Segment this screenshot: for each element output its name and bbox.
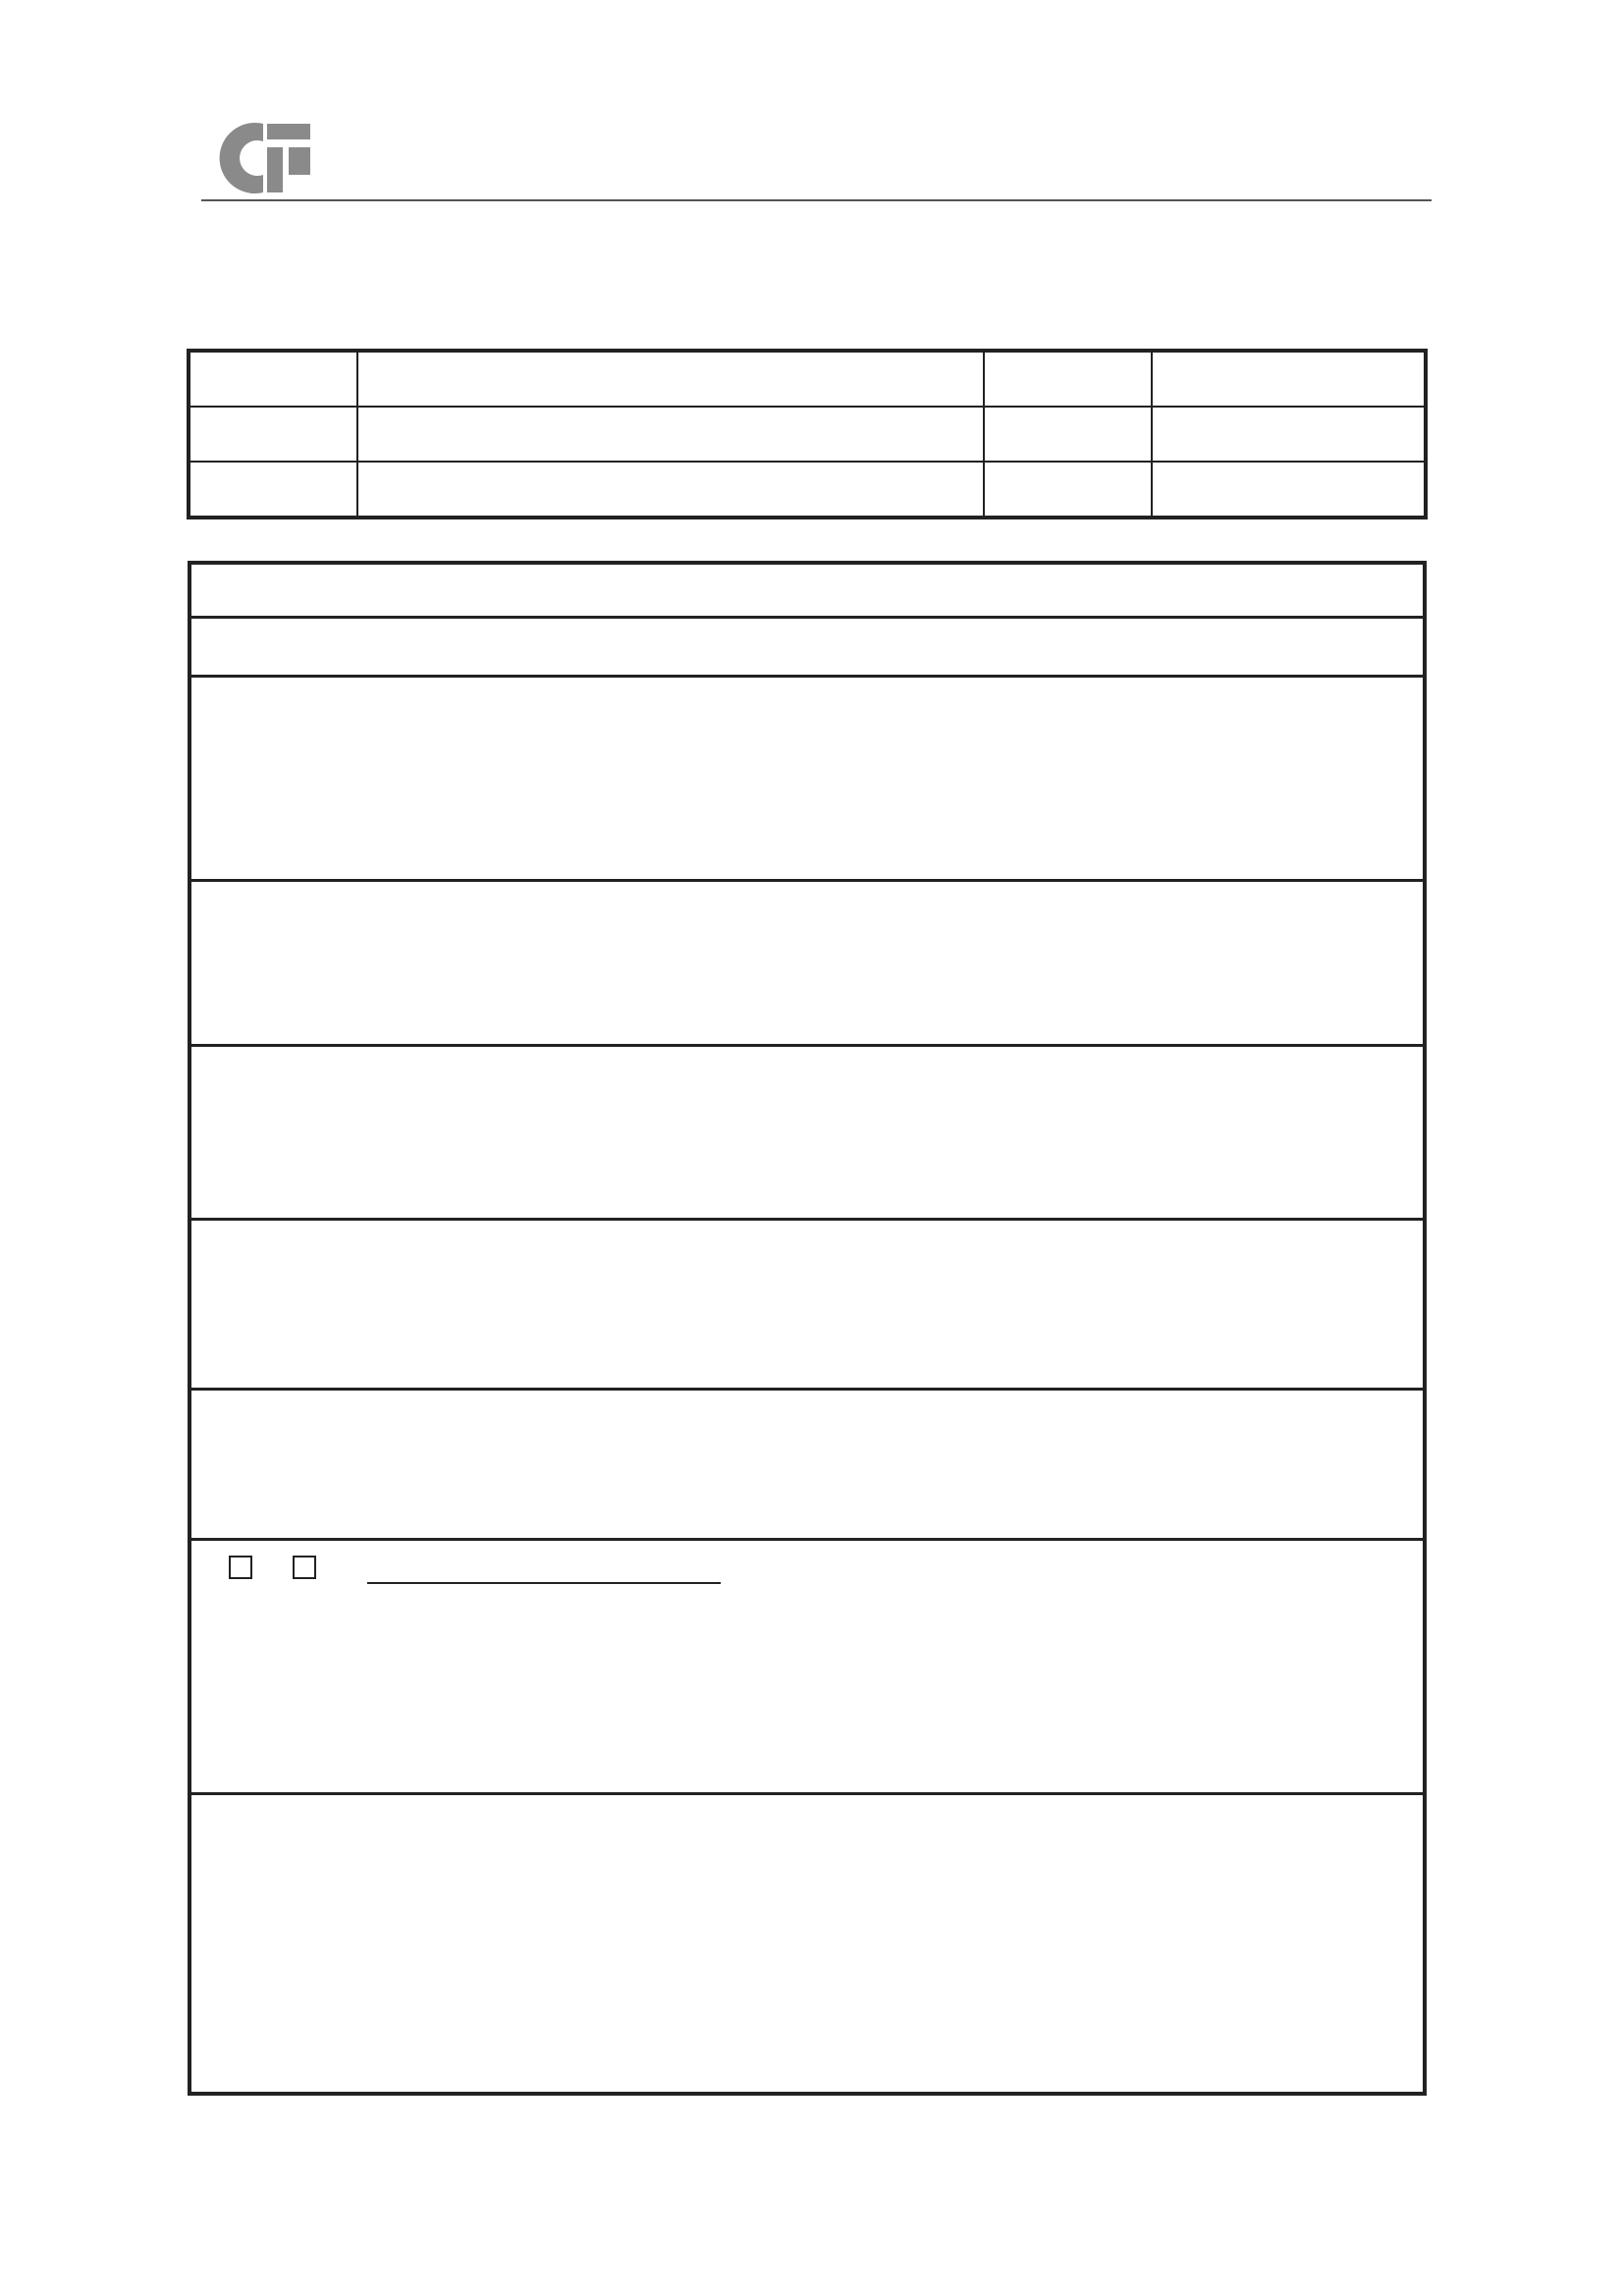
q7-yes-checkbox[interactable] (229, 1555, 255, 1584)
divider (191, 675, 1423, 678)
q7-row (205, 1555, 721, 1584)
divider (191, 616, 1423, 619)
q7-which-field[interactable] (367, 1558, 721, 1584)
header-divider (201, 199, 1432, 201)
student-name-label (189, 462, 357, 518)
q6-answer-area[interactable] (191, 1441, 1423, 1533)
checkbox-icon (229, 1556, 252, 1579)
course-name-label (189, 351, 357, 407)
lecturer-label (984, 351, 1152, 407)
time-label (189, 407, 357, 462)
divider (191, 1538, 1423, 1541)
divider (191, 1792, 1423, 1795)
student-name-field[interactable] (357, 462, 984, 518)
course-info-table (187, 349, 1428, 519)
location-value[interactable] (1152, 407, 1426, 462)
time-value[interactable] (357, 407, 984, 462)
course-name-value[interactable] (357, 351, 984, 407)
divider (191, 1388, 1423, 1391)
student-position-field[interactable] (1152, 462, 1426, 518)
divider (191, 879, 1423, 882)
gaopei-logo-icon (208, 118, 318, 198)
q5-answer-area[interactable] (191, 1272, 1423, 1380)
location-label (984, 407, 1152, 462)
lecturer-value[interactable] (1152, 351, 1426, 407)
divider (191, 1044, 1423, 1047)
q4-answer-area[interactable] (191, 1095, 1423, 1213)
divider (191, 1218, 1423, 1221)
q7-no-checkbox[interactable] (293, 1555, 319, 1584)
checkbox-icon (293, 1556, 316, 1579)
survey-form (188, 561, 1427, 2096)
student-position-label (984, 462, 1152, 518)
